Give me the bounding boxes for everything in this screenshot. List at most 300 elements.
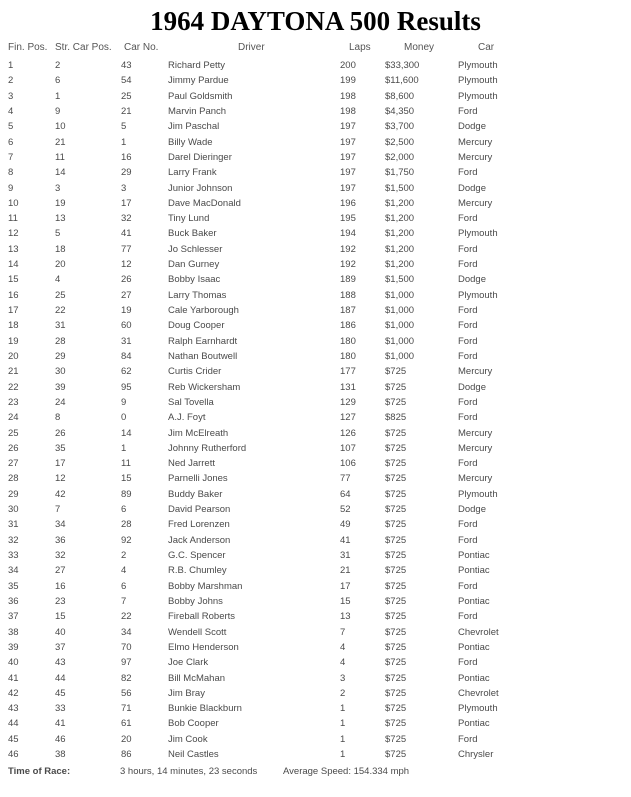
- cell-str-car-pos: 14: [55, 167, 66, 179]
- column-header-fin-pos: Fin. Pos.: [8, 42, 48, 53]
- cell-laps: 189: [340, 274, 356, 286]
- cell-fin-pos: 42: [8, 687, 19, 699]
- table-row: [0, 349, 631, 364]
- cell-laps: 194: [340, 228, 356, 240]
- cell-driver: Ned Jarrett: [168, 458, 215, 470]
- cell-laps: 1: [340, 703, 346, 715]
- cell-car-no: 12: [121, 259, 132, 271]
- cell-laps: 199: [340, 75, 356, 87]
- cell-laps: 192: [340, 259, 356, 271]
- cell-money: $1,000: [385, 320, 415, 332]
- cell-driver: Jim McElreath: [168, 427, 229, 439]
- cell-car: Mercury: [458, 151, 493, 163]
- cell-money: $4,350: [385, 105, 415, 117]
- cell-fin-pos: 21: [8, 366, 19, 378]
- cell-driver: Richard Petty: [168, 60, 226, 71]
- cell-str-car-pos: 31: [55, 320, 66, 332]
- cell-driver: Dave MacDonald: [168, 197, 241, 209]
- cell-money: $725: [385, 427, 407, 439]
- cell-driver: Fireball Roberts: [168, 611, 236, 623]
- cell-car: Pontiac: [458, 641, 490, 653]
- cell-money: $725: [385, 473, 407, 485]
- table-row: [0, 165, 631, 180]
- cell-fin-pos: 27: [8, 458, 19, 470]
- table-row: [0, 181, 631, 196]
- cell-car-no: 19: [121, 305, 132, 316]
- cell-str-car-pos: 41: [55, 718, 66, 730]
- cell-money: $725: [385, 366, 407, 378]
- cell-fin-pos: 6: [8, 136, 14, 148]
- cell-fin-pos: 17: [8, 305, 19, 316]
- cell-car-no: 22: [121, 611, 132, 623]
- cell-laps: 180: [340, 350, 356, 362]
- cell-str-car-pos: 18: [55, 243, 66, 255]
- cell-fin-pos: 46: [8, 749, 19, 761]
- table-row: [0, 58, 631, 73]
- cell-fin-pos: 45: [8, 733, 19, 745]
- time-of-race-value: 3 hours, 14 minutes, 23 seconds: [120, 766, 258, 777]
- cell-car: Ford: [458, 305, 478, 316]
- cell-laps: 196: [340, 197, 356, 209]
- table-row: [0, 609, 631, 624]
- cell-str-car-pos: 32: [55, 550, 66, 561]
- table-row: [0, 747, 631, 762]
- cell-laps: 197: [340, 167, 356, 179]
- table-row: [0, 471, 631, 486]
- cell-car-no: 56: [121, 687, 132, 699]
- table-row: [0, 104, 631, 119]
- table-row: [0, 119, 631, 134]
- cell-fin-pos: 4: [8, 105, 14, 117]
- cell-car-no: 17: [121, 197, 132, 209]
- cell-fin-pos: 20: [8, 350, 19, 362]
- cell-car: Mercury: [458, 442, 493, 454]
- cell-laps: 131: [340, 381, 356, 393]
- cell-car-no: 21: [121, 105, 132, 117]
- cell-laps: 41: [340, 534, 351, 546]
- table-row: [0, 441, 631, 456]
- cell-car: Dodge: [458, 504, 486, 516]
- cell-car: Dodge: [458, 182, 486, 194]
- cell-car-no: 70: [121, 641, 132, 653]
- table-row: [0, 502, 631, 517]
- cell-driver: Jimmy Pardue: [168, 75, 229, 87]
- cell-money: $725: [385, 565, 407, 577]
- cell-money: $725: [385, 396, 407, 408]
- cell-fin-pos: 19: [8, 335, 19, 347]
- cell-fin-pos: 39: [8, 641, 19, 653]
- cell-driver: Darel Dieringer: [168, 151, 232, 163]
- cell-laps: 21: [340, 565, 351, 577]
- cell-laps: 4: [340, 641, 346, 653]
- cell-money: $725: [385, 672, 407, 684]
- cell-car: Chevrolet: [458, 626, 499, 638]
- cell-car: Ford: [458, 396, 478, 408]
- cell-driver: Bob Cooper: [168, 718, 219, 730]
- cell-car-no: 89: [121, 488, 132, 500]
- cell-car: Plymouth: [458, 228, 498, 240]
- cell-fin-pos: 36: [8, 595, 19, 607]
- cell-driver: Bobby Johns: [168, 595, 223, 607]
- cell-driver: Tiny Lund: [168, 213, 210, 225]
- cell-money: $725: [385, 580, 407, 592]
- table-row: [0, 701, 631, 716]
- cell-car-no: 54: [121, 75, 132, 87]
- cell-laps: 198: [340, 105, 356, 117]
- cell-money: $725: [385, 611, 407, 623]
- cell-driver: Dan Gurney: [168, 259, 220, 271]
- cell-fin-pos: 23: [8, 396, 19, 408]
- cell-laps: 64: [340, 488, 351, 500]
- cell-str-car-pos: 23: [55, 595, 66, 607]
- cell-money: $725: [385, 550, 407, 561]
- cell-driver: Jim Cook: [168, 733, 208, 745]
- cell-car: Dodge: [458, 381, 486, 393]
- cell-str-car-pos: 30: [55, 366, 66, 378]
- cell-money: $1,200: [385, 213, 415, 225]
- cell-fin-pos: 5: [8, 121, 14, 133]
- cell-car-no: 29: [121, 167, 132, 179]
- cell-str-car-pos: 7: [55, 504, 61, 516]
- cell-car: Ford: [458, 458, 478, 470]
- column-header-str-car-pos: Str. Car Pos.: [55, 42, 112, 53]
- cell-str-car-pos: 44: [55, 672, 66, 684]
- cell-car: Ford: [458, 412, 478, 424]
- cell-fin-pos: 1: [8, 60, 14, 71]
- cell-car-no: 3: [121, 182, 127, 194]
- cell-driver: Paul Goldsmith: [168, 90, 233, 102]
- cell-car: Pontiac: [458, 565, 490, 577]
- cell-laps: 129: [340, 396, 356, 408]
- cell-fin-pos: 32: [8, 534, 19, 546]
- cell-driver: Neil Castles: [168, 749, 219, 761]
- page-title: 1964 DAYTONA 500 Results: [150, 6, 481, 36]
- cell-driver: Sal Tovella: [168, 396, 214, 408]
- column-header-car: Car: [478, 42, 495, 53]
- time-of-race-label: Time of Race:: [8, 766, 71, 777]
- cell-driver: Jo Schlesser: [168, 243, 223, 255]
- cell-str-car-pos: 19: [55, 197, 66, 209]
- cell-fin-pos: 10: [8, 197, 19, 209]
- cell-car: Plymouth: [458, 90, 498, 102]
- cell-car: Ford: [458, 657, 478, 669]
- cell-fin-pos: 37: [8, 611, 19, 623]
- cell-str-car-pos: 1: [55, 90, 61, 102]
- cell-fin-pos: 11: [8, 213, 18, 225]
- cell-car: Plymouth: [458, 60, 498, 71]
- cell-str-car-pos: 2: [55, 60, 61, 71]
- column-header-laps: Laps: [349, 42, 371, 53]
- cell-str-car-pos: 34: [55, 519, 66, 531]
- cell-laps: 198: [340, 90, 356, 102]
- cell-money: $1,500: [385, 274, 415, 286]
- cell-money: $1,000: [385, 350, 415, 362]
- cell-car-no: 34: [121, 626, 132, 638]
- table-row: [0, 548, 631, 563]
- cell-str-car-pos: 38: [55, 749, 66, 761]
- cell-driver: G.C. Spencer: [168, 550, 226, 561]
- cell-fin-pos: 3: [8, 90, 14, 102]
- cell-str-car-pos: 11: [55, 151, 65, 163]
- cell-money: $725: [385, 458, 407, 470]
- cell-laps: 1: [340, 749, 346, 761]
- table-row: [0, 487, 631, 502]
- cell-money: $725: [385, 657, 407, 669]
- cell-driver: Parnelli Jones: [168, 473, 228, 485]
- cell-str-car-pos: 17: [55, 458, 66, 470]
- cell-car-no: 11: [121, 458, 131, 470]
- cell-laps: 197: [340, 121, 356, 133]
- cell-laps: 52: [340, 504, 351, 516]
- cell-laps: 1: [340, 718, 346, 730]
- average-speed: Average Speed: 154.334 mph: [283, 766, 410, 777]
- table-row: [0, 89, 631, 104]
- table-row: [0, 395, 631, 410]
- cell-money: $1,200: [385, 243, 415, 255]
- cell-money: $725: [385, 534, 407, 546]
- cell-car: Mercury: [458, 427, 493, 439]
- table-row: [0, 334, 631, 349]
- cell-money: $725: [385, 718, 407, 730]
- cell-driver: Bunkie Blackburn: [168, 703, 242, 715]
- cell-money: $725: [385, 703, 407, 715]
- cell-car-no: 6: [121, 504, 127, 516]
- cell-driver: Buck Baker: [168, 228, 217, 240]
- cell-laps: 186: [340, 320, 356, 332]
- cell-laps: 2: [340, 687, 346, 699]
- cell-car-no: 86: [121, 749, 132, 761]
- cell-laps: 200: [340, 60, 356, 71]
- cell-laps: 13: [340, 611, 351, 623]
- cell-car-no: 97: [121, 657, 132, 669]
- cell-money: $2,000: [385, 151, 415, 163]
- cell-str-car-pos: 27: [55, 565, 66, 577]
- cell-car-no: 1: [121, 136, 127, 148]
- table-row: [0, 257, 631, 272]
- cell-car-no: 61: [121, 718, 132, 730]
- cell-str-car-pos: 26: [55, 427, 66, 439]
- cell-driver: Buddy Baker: [168, 488, 223, 500]
- cell-laps: 107: [340, 442, 356, 454]
- table-row: [0, 625, 631, 640]
- cell-laps: 17: [340, 580, 351, 592]
- cell-money: $725: [385, 442, 407, 454]
- cell-fin-pos: 25: [8, 427, 19, 439]
- cell-str-car-pos: 33: [55, 703, 66, 715]
- cell-driver: Elmo Henderson: [168, 641, 239, 653]
- cell-driver: Fred Lorenzen: [168, 519, 230, 531]
- cell-str-car-pos: 22: [55, 305, 66, 316]
- cell-money: $725: [385, 504, 407, 516]
- cell-car-no: 71: [121, 703, 132, 715]
- column-header-driver: Driver: [238, 42, 265, 53]
- cell-car: Ford: [458, 534, 478, 546]
- cell-str-car-pos: 42: [55, 488, 66, 500]
- cell-driver: Bobby Isaac: [168, 274, 221, 286]
- cell-laps: 77: [340, 473, 351, 485]
- cell-driver: Larry Thomas: [168, 289, 227, 301]
- cell-fin-pos: 16: [8, 289, 19, 301]
- cell-driver: Bobby Marshman: [168, 580, 243, 592]
- cell-car: Ford: [458, 105, 478, 117]
- cell-driver: Jim Bray: [168, 687, 205, 699]
- cell-car-no: 0: [121, 412, 127, 424]
- cell-car-no: 84: [121, 350, 132, 362]
- table-row: [0, 716, 631, 731]
- cell-car: Pontiac: [458, 595, 490, 607]
- table-row: [0, 686, 631, 701]
- cell-driver: Nathan Boutwell: [168, 350, 238, 362]
- cell-fin-pos: 40: [8, 657, 19, 669]
- cell-str-car-pos: 45: [55, 687, 66, 699]
- cell-money: $725: [385, 488, 407, 500]
- cell-str-car-pos: 37: [55, 641, 66, 653]
- cell-laps: 180: [340, 335, 356, 347]
- cell-laps: 31: [340, 550, 351, 561]
- cell-car: Mercury: [458, 136, 493, 148]
- cell-driver: Bill McMahan: [168, 672, 226, 684]
- cell-str-car-pos: 28: [55, 335, 66, 347]
- cell-laps: 126: [340, 427, 356, 439]
- table-row: [0, 517, 631, 532]
- cell-car: Ford: [458, 519, 478, 531]
- cell-fin-pos: 41: [8, 672, 19, 684]
- cell-fin-pos: 14: [8, 259, 19, 271]
- cell-car-no: 41: [121, 228, 132, 240]
- race-summary: [0, 764, 631, 780]
- cell-money: $1,200: [385, 259, 415, 271]
- cell-money: $2,500: [385, 136, 415, 148]
- cell-car: Plymouth: [458, 289, 498, 301]
- cell-str-car-pos: 13: [55, 213, 66, 225]
- cell-str-car-pos: 4: [55, 274, 61, 286]
- cell-car-no: 1: [121, 442, 127, 454]
- cell-str-car-pos: 46: [55, 733, 66, 745]
- cell-car-no: 4: [121, 565, 127, 577]
- cell-car: Ford: [458, 259, 478, 271]
- cell-car: Mercury: [458, 473, 493, 485]
- cell-car: Plymouth: [458, 75, 498, 87]
- cell-car-no: 26: [121, 274, 132, 286]
- cell-driver: A.J. Foyt: [168, 412, 206, 424]
- cell-fin-pos: 31: [8, 519, 19, 531]
- cell-car-no: 16: [121, 151, 132, 163]
- cell-str-car-pos: 16: [55, 580, 66, 592]
- cell-car: Plymouth: [458, 488, 498, 500]
- cell-fin-pos: 18: [8, 320, 19, 332]
- cell-fin-pos: 24: [8, 412, 19, 424]
- cell-driver: Wendell Scott: [168, 626, 227, 638]
- table-row: [0, 135, 631, 150]
- cell-car: Ford: [458, 167, 478, 179]
- cell-laps: 1: [340, 733, 346, 745]
- cell-str-car-pos: 8: [55, 412, 61, 424]
- cell-driver: Curtis Crider: [168, 366, 222, 378]
- cell-car-no: 2: [121, 550, 127, 561]
- table-row: [0, 671, 631, 686]
- cell-laps: 197: [340, 182, 356, 194]
- cell-car-no: 92: [121, 534, 132, 546]
- cell-car: Ford: [458, 335, 478, 347]
- cell-str-car-pos: 25: [55, 289, 66, 301]
- cell-car: Pontiac: [458, 672, 490, 684]
- cell-car-no: 15: [121, 473, 132, 485]
- table-row: [0, 196, 631, 211]
- table-row: [0, 533, 631, 548]
- cell-money: $1,500: [385, 182, 415, 194]
- cell-driver: David Pearson: [168, 504, 231, 516]
- results-table-body: [0, 58, 631, 762]
- table-row: [0, 150, 631, 165]
- cell-fin-pos: 33: [8, 550, 19, 561]
- cell-car: Ford: [458, 243, 478, 255]
- cell-fin-pos: 15: [8, 274, 19, 286]
- cell-fin-pos: 26: [8, 442, 19, 454]
- cell-str-car-pos: 15: [55, 611, 66, 623]
- cell-fin-pos: 28: [8, 473, 19, 485]
- cell-fin-pos: 44: [8, 718, 19, 730]
- cell-car: Ford: [458, 611, 478, 623]
- cell-str-car-pos: 40: [55, 626, 66, 638]
- cell-laps: 106: [340, 458, 356, 470]
- cell-str-car-pos: 21: [55, 136, 66, 148]
- cell-car: Ford: [458, 213, 478, 225]
- cell-str-car-pos: 5: [55, 228, 61, 240]
- table-row: [0, 594, 631, 609]
- cell-driver: Billy Wade: [168, 136, 213, 148]
- cell-money: $1,200: [385, 197, 415, 209]
- cell-money: $725: [385, 626, 407, 638]
- table-row: [0, 380, 631, 395]
- cell-car-no: 20: [121, 733, 132, 745]
- cell-str-car-pos: 6: [55, 75, 61, 87]
- cell-car-no: 5: [121, 121, 127, 133]
- cell-money: $725: [385, 381, 407, 393]
- cell-driver: Junior Johnson: [168, 182, 233, 194]
- table-row: [0, 288, 631, 303]
- table-row: [0, 426, 631, 441]
- cell-fin-pos: 34: [8, 565, 19, 577]
- cell-money: $725: [385, 641, 407, 653]
- cell-driver: Joe Clark: [168, 657, 209, 669]
- cell-car: Mercury: [458, 197, 493, 209]
- cell-fin-pos: 13: [8, 243, 19, 255]
- cell-fin-pos: 43: [8, 703, 19, 715]
- cell-fin-pos: 12: [8, 228, 19, 240]
- cell-driver: Reb Wickersham: [168, 381, 241, 393]
- cell-str-car-pos: 10: [55, 121, 66, 133]
- table-row: [0, 732, 631, 747]
- cell-driver: R.B. Chumley: [168, 565, 227, 577]
- table-header: [0, 42, 631, 58]
- cell-fin-pos: 22: [8, 381, 19, 393]
- cell-fin-pos: 2: [8, 75, 14, 87]
- cell-fin-pos: 38: [8, 626, 19, 638]
- cell-fin-pos: 30: [8, 504, 19, 516]
- cell-money: $33,300: [385, 60, 420, 71]
- cell-car: Mercury: [458, 366, 493, 378]
- table-row: [0, 318, 631, 333]
- cell-money: $1,750: [385, 167, 415, 179]
- table-row: [0, 456, 631, 471]
- table-row: [0, 211, 631, 226]
- column-header-car-no: Car No.: [124, 42, 159, 53]
- cell-driver: Larry Frank: [168, 167, 217, 179]
- cell-money: $1,000: [385, 335, 415, 347]
- cell-str-car-pos: 29: [55, 350, 66, 362]
- cell-laps: 15: [340, 595, 351, 607]
- cell-laps: 4: [340, 657, 346, 669]
